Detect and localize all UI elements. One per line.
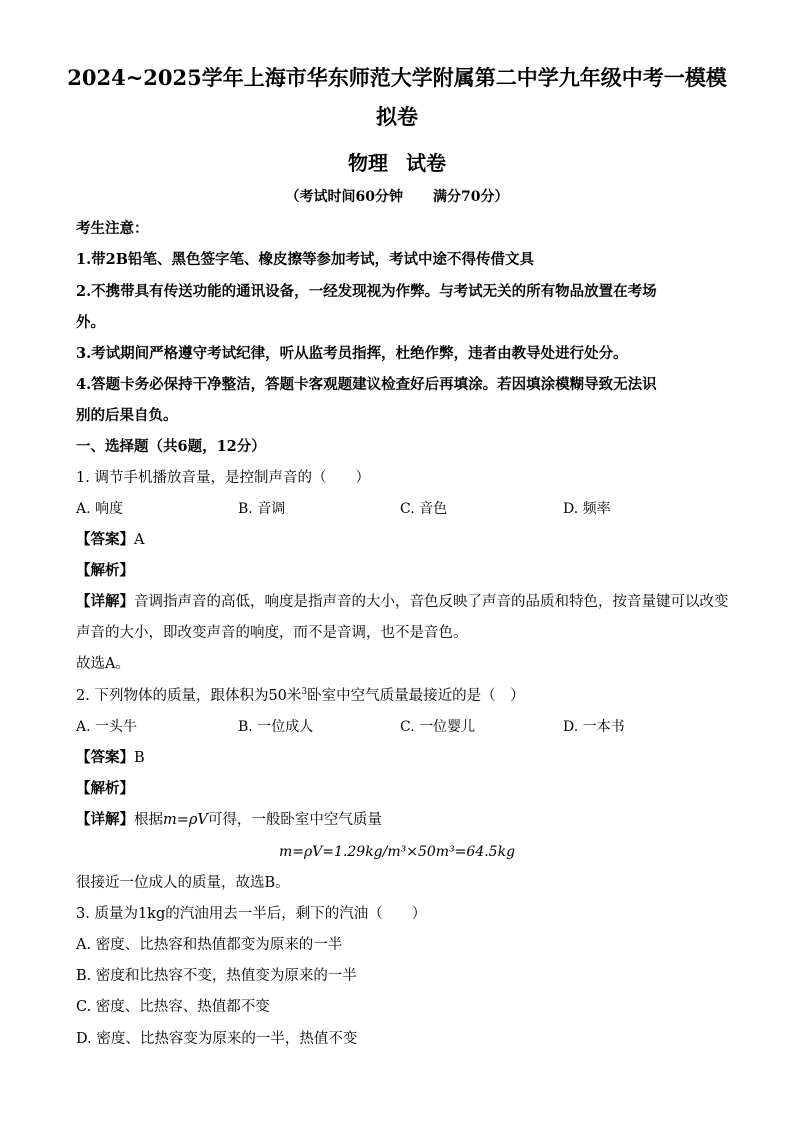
exam-title-line2: 拟卷 xyxy=(376,104,418,129)
detail-text-a: 根据 xyxy=(134,812,163,828)
detail-formula: m=ρV xyxy=(163,812,208,828)
exam-score: 满分70分） xyxy=(433,189,509,205)
subject-title xyxy=(40,147,754,179)
answer-value: A xyxy=(134,532,145,548)
notice-heading: 考生注意： xyxy=(76,220,149,237)
q1-option-a: A. 响度 xyxy=(76,501,124,517)
subject-name: 物理 xyxy=(348,151,388,175)
answer-tag: 【答案】 xyxy=(76,749,134,766)
q1-conclusion: 故选A。 xyxy=(76,656,130,672)
q1-stem: 1. 调节手机播放音量，是控制声音的（ ） xyxy=(76,470,370,486)
q2-option-c: C. 一位婴儿 xyxy=(400,719,476,735)
notice-item-2b: 外。 xyxy=(76,314,105,331)
q2-conclusion: 很接近一位成人的质量，故选B。 xyxy=(76,875,290,891)
q2-detail xyxy=(76,809,726,831)
exam-title-line1: 2024~2025学年上海市华东师范大学附属第二中学九年级中考一模模 xyxy=(67,65,727,90)
notice-item-4b: 别的后果自负。 xyxy=(76,407,178,424)
q1-option-d: D. 频率 xyxy=(563,501,611,517)
detail-tag: 【详解】 xyxy=(76,811,134,828)
q3-option-b: B. 密度和比热容不变，热值变为原来的一半 xyxy=(76,968,357,984)
answer-tag: 【答案】 xyxy=(76,531,134,548)
q2-option-b: B. 一位成人 xyxy=(238,719,314,735)
q3-option-d: D. 密度、比热容变为原来的一半，热值不变 xyxy=(76,1031,358,1047)
q1-detail-b: 声音的大小，即改变声音的响度，而不是音调，也不是音色。 xyxy=(76,625,468,641)
exam-time: （考试时间60分钟 xyxy=(285,189,403,205)
answer-value: B xyxy=(134,750,145,766)
notice-item-1: 1.带2B铅笔、黑色签字笔、橡皮擦等参加考试，考试中途不得传借文具 xyxy=(76,251,534,268)
q2-stem-b: 卧室中空气质量最接近的是（ ） xyxy=(307,688,525,704)
q2-stem-a: 2. 下列物体的质量，跟体积为50米 xyxy=(76,688,302,704)
q1-detail-a xyxy=(76,591,729,613)
q1-option-c: C. 音色 xyxy=(400,501,448,517)
notice-item-4a: 4.答题卡务必保持干净整洁，答题卡客观题建议检查好后再填涂。若因填涂模糊导致无法识 xyxy=(76,376,657,393)
q1-option-b: B. 音调 xyxy=(238,501,286,517)
q3-option-c: C. 密度、比热容、热值都不变 xyxy=(76,999,270,1015)
q3-stem: 3. 质量为1kg的汽油用去一半后，剩下的汽油（ ） xyxy=(76,906,427,922)
q2-analysis-tag: 【解析】 xyxy=(76,780,134,797)
detail-text: 音调指声音的高低，响度是指声音的大小，音色反映了声音的品质和特色，按音量键可以改变 xyxy=(134,594,729,610)
q2-stem-sup: 3 xyxy=(301,687,308,698)
notice-item-3: 3.考试期间严格遵守考试纪律，听从监考员指挥，杜绝作弊，违者由教导处进行处分。 xyxy=(76,345,628,362)
q3-option-a: A. 密度、比热容和热值都变为原来的一半 xyxy=(76,937,343,953)
q2-answer xyxy=(76,747,726,769)
q2-option-d: D. 一本书 xyxy=(563,719,625,735)
detail-text-b: 可得，一般卧室中空气质量 xyxy=(207,812,382,828)
q1-answer xyxy=(76,529,726,551)
notice-item-2a: 2.不携带具有传送功能的通讯设备，一经发现视为作弊。与考试无关的所有物品放置在考场 xyxy=(76,283,657,300)
detail-tag: 【详解】 xyxy=(76,593,134,610)
exam-info xyxy=(40,186,754,208)
paper-label: 试卷 xyxy=(406,151,446,175)
q2-option-a: A. 一头牛 xyxy=(76,719,138,735)
q1-analysis-tag: 【解析】 xyxy=(76,562,134,579)
section-heading: 一、选择题（共6题，12分） xyxy=(76,438,266,455)
q2-formula: m=ρV=1.29kg/m³×50m³=64.5kg xyxy=(278,844,516,860)
q2-stem xyxy=(76,685,726,707)
